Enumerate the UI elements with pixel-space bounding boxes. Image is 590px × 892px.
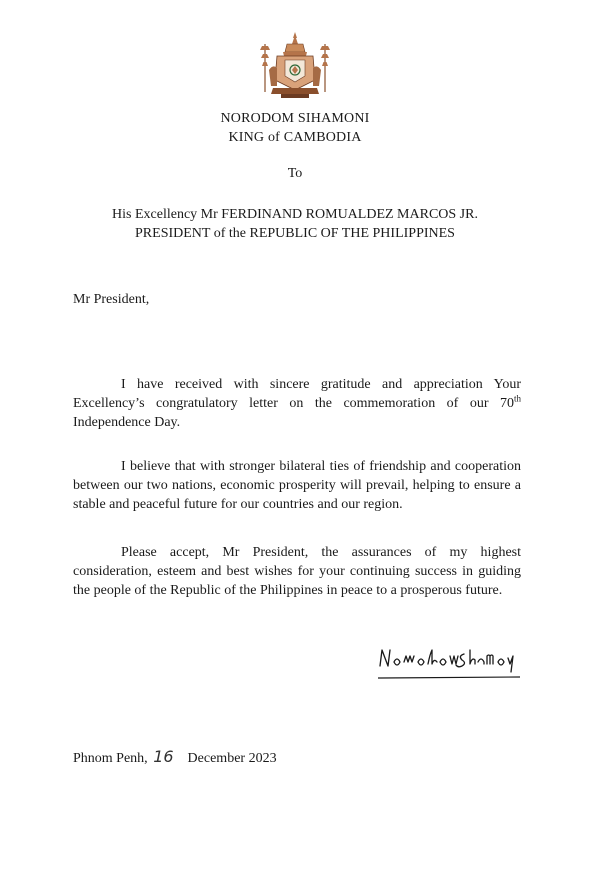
- date-line: [73, 747, 277, 767]
- paragraph-1-tail: Independence Day.: [73, 415, 181, 430]
- recipient-block: [0, 205, 590, 243]
- recipient-line-1: His Excellency Mr FERDINAND ROMUALDEZ MARCOS JR.: [112, 207, 478, 222]
- recipient-line-2: PRESIDENT of the REPUBLIC OF THE PHILIPPINES: [135, 226, 455, 241]
- paragraph-3: Please accept, Mr President, the assurances of my highest consideration, esteem and best wishes for your continuing success in guiding the people of the Republic of the Philippines in peace to a prosperous future.: [73, 545, 521, 598]
- salutation: Mr President,: [73, 292, 150, 307]
- handwritten-day: 16: [153, 747, 174, 766]
- paragraph-1-text: I have received with sincere gratitude and appreciation Your Excellency’s congratulatory letter on the commemoration of our 70: [73, 377, 521, 411]
- sender-block: [0, 109, 590, 147]
- handwritten-signature: [374, 640, 524, 682]
- to-label: To: [287, 166, 303, 181]
- place: Phnom Penh,: [73, 751, 148, 766]
- paragraph-1: [73, 375, 521, 432]
- royal-coat-of-arms-icon: [259, 30, 331, 102]
- paragraph-2: I believe that with stronger bilateral ties of friendship and cooperation between our two nations, economic prosperity will prevail, helping to ensure a stable and peaceful future for our countries and our region.: [73, 459, 521, 512]
- month-year: December 2023: [187, 751, 277, 766]
- sender-name: NORODOM SIHAMONI: [220, 111, 370, 126]
- ordinal-suffix: th: [513, 393, 521, 404]
- sender-title: KING of CAMBODIA: [228, 130, 362, 145]
